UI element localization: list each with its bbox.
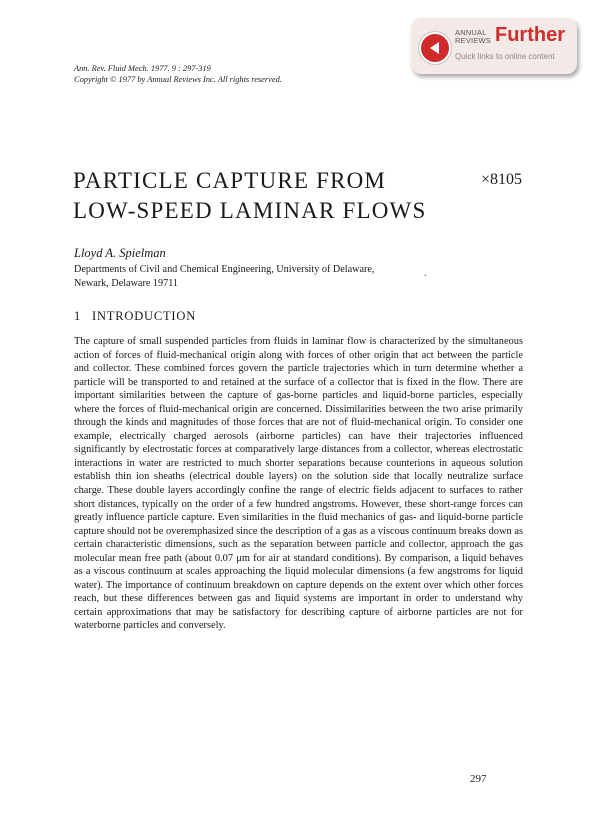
back-arrow-circle-icon[interactable]: [419, 32, 451, 64]
section-heading: [74, 309, 196, 324]
quick-links-link[interactable]: Quick links to online content: [455, 52, 555, 61]
further-wordmark: Further: [495, 24, 565, 46]
citation-journal: Ann. Rev. Fluid Mech. 1977. 9 : 297-319: [74, 64, 211, 73]
further-banner[interactable]: [411, 18, 577, 74]
title-line-1: PARTICLE CAPTURE FROM: [73, 168, 387, 193]
citation: [74, 63, 282, 85]
author-name: Lloyd A. Spielman: [74, 246, 166, 260]
article-code: ×8105: [481, 171, 523, 188]
section-title: INTRODUCTION: [92, 309, 197, 323]
citation-copyright: Copyright © 1977 by Annual Reviews Inc. All rights reserved.: [74, 75, 282, 84]
stray-mark: .: [424, 268, 427, 279]
annual-reviews-logo-text: ANNUAL REVIEWS: [455, 28, 491, 45]
author-affiliation: Departments of Civil and Chemical Engineering, University of Delaware, Newark, Delaware 19711: [74, 264, 375, 289]
title-line-2: LOW-SPEED LAMINAR FLOWS: [73, 198, 427, 223]
page-number: 297: [470, 773, 487, 785]
section-number: 1: [74, 309, 82, 323]
article-title: [73, 166, 473, 226]
body-paragraph: The capture of small suspended particles from fluids in laminar flow is characterized by the simultaneous action of forces of fluid-mechanical origin along with forces of other origin that act between the particle and collector. These combined forces govern the particle trajectories which in turn determine whether a particle will be transported to and retained at the surface of a collector that is fixed in the flow. There are important similarities between the capture of gas-borne particles and liquid-borne particles, especially where the forces of fluid-mechanical origin are concerned. Dissimilarities between the two arise primarily through the kinds and magnitudes of those forces that are not of fluid-mechanical origin. To consider one example, electrically charged aerosols (airborne particles) can have their trajectories influenced significantly by electrostatic forces at comparatively large distances from a collector, whereas electrostatic interactions in water are restricted to much shorter separations because counterions in aqueous solution establish thin ion sheaths (electrical double layers) on the solution side that locally neutralize surface charge. These double layers accordingly confine the range of electric fields adjacent to surfaces to rather short distances, typically on the order of a few hundred angstroms. However, these short-range forces can greatly influence particle capture. Even similarities in the fluid mechanics of gas- and liquid-borne particle capture should not be overemphasized since the description of a gas as a viscous continuum breaks down as certain characteristic dimensions, such as the separation between particle and collector, approach the gas molecular mean free path (about 0.07 μm for air at standard conditions). By comparison, a liquid behaves as a viscous continuum at scales approaching the liquid molecular dimensions (a few angstroms for liquid water). The importance of continuum breakdown on capture depends on the extent over which other forces reach, but these differences between gas and liquid systems are important in order to understand why certain approximations that may be satisfactory for describing capture of airborne particles are not for waterborne particles and conversely.: [74, 336, 523, 632]
